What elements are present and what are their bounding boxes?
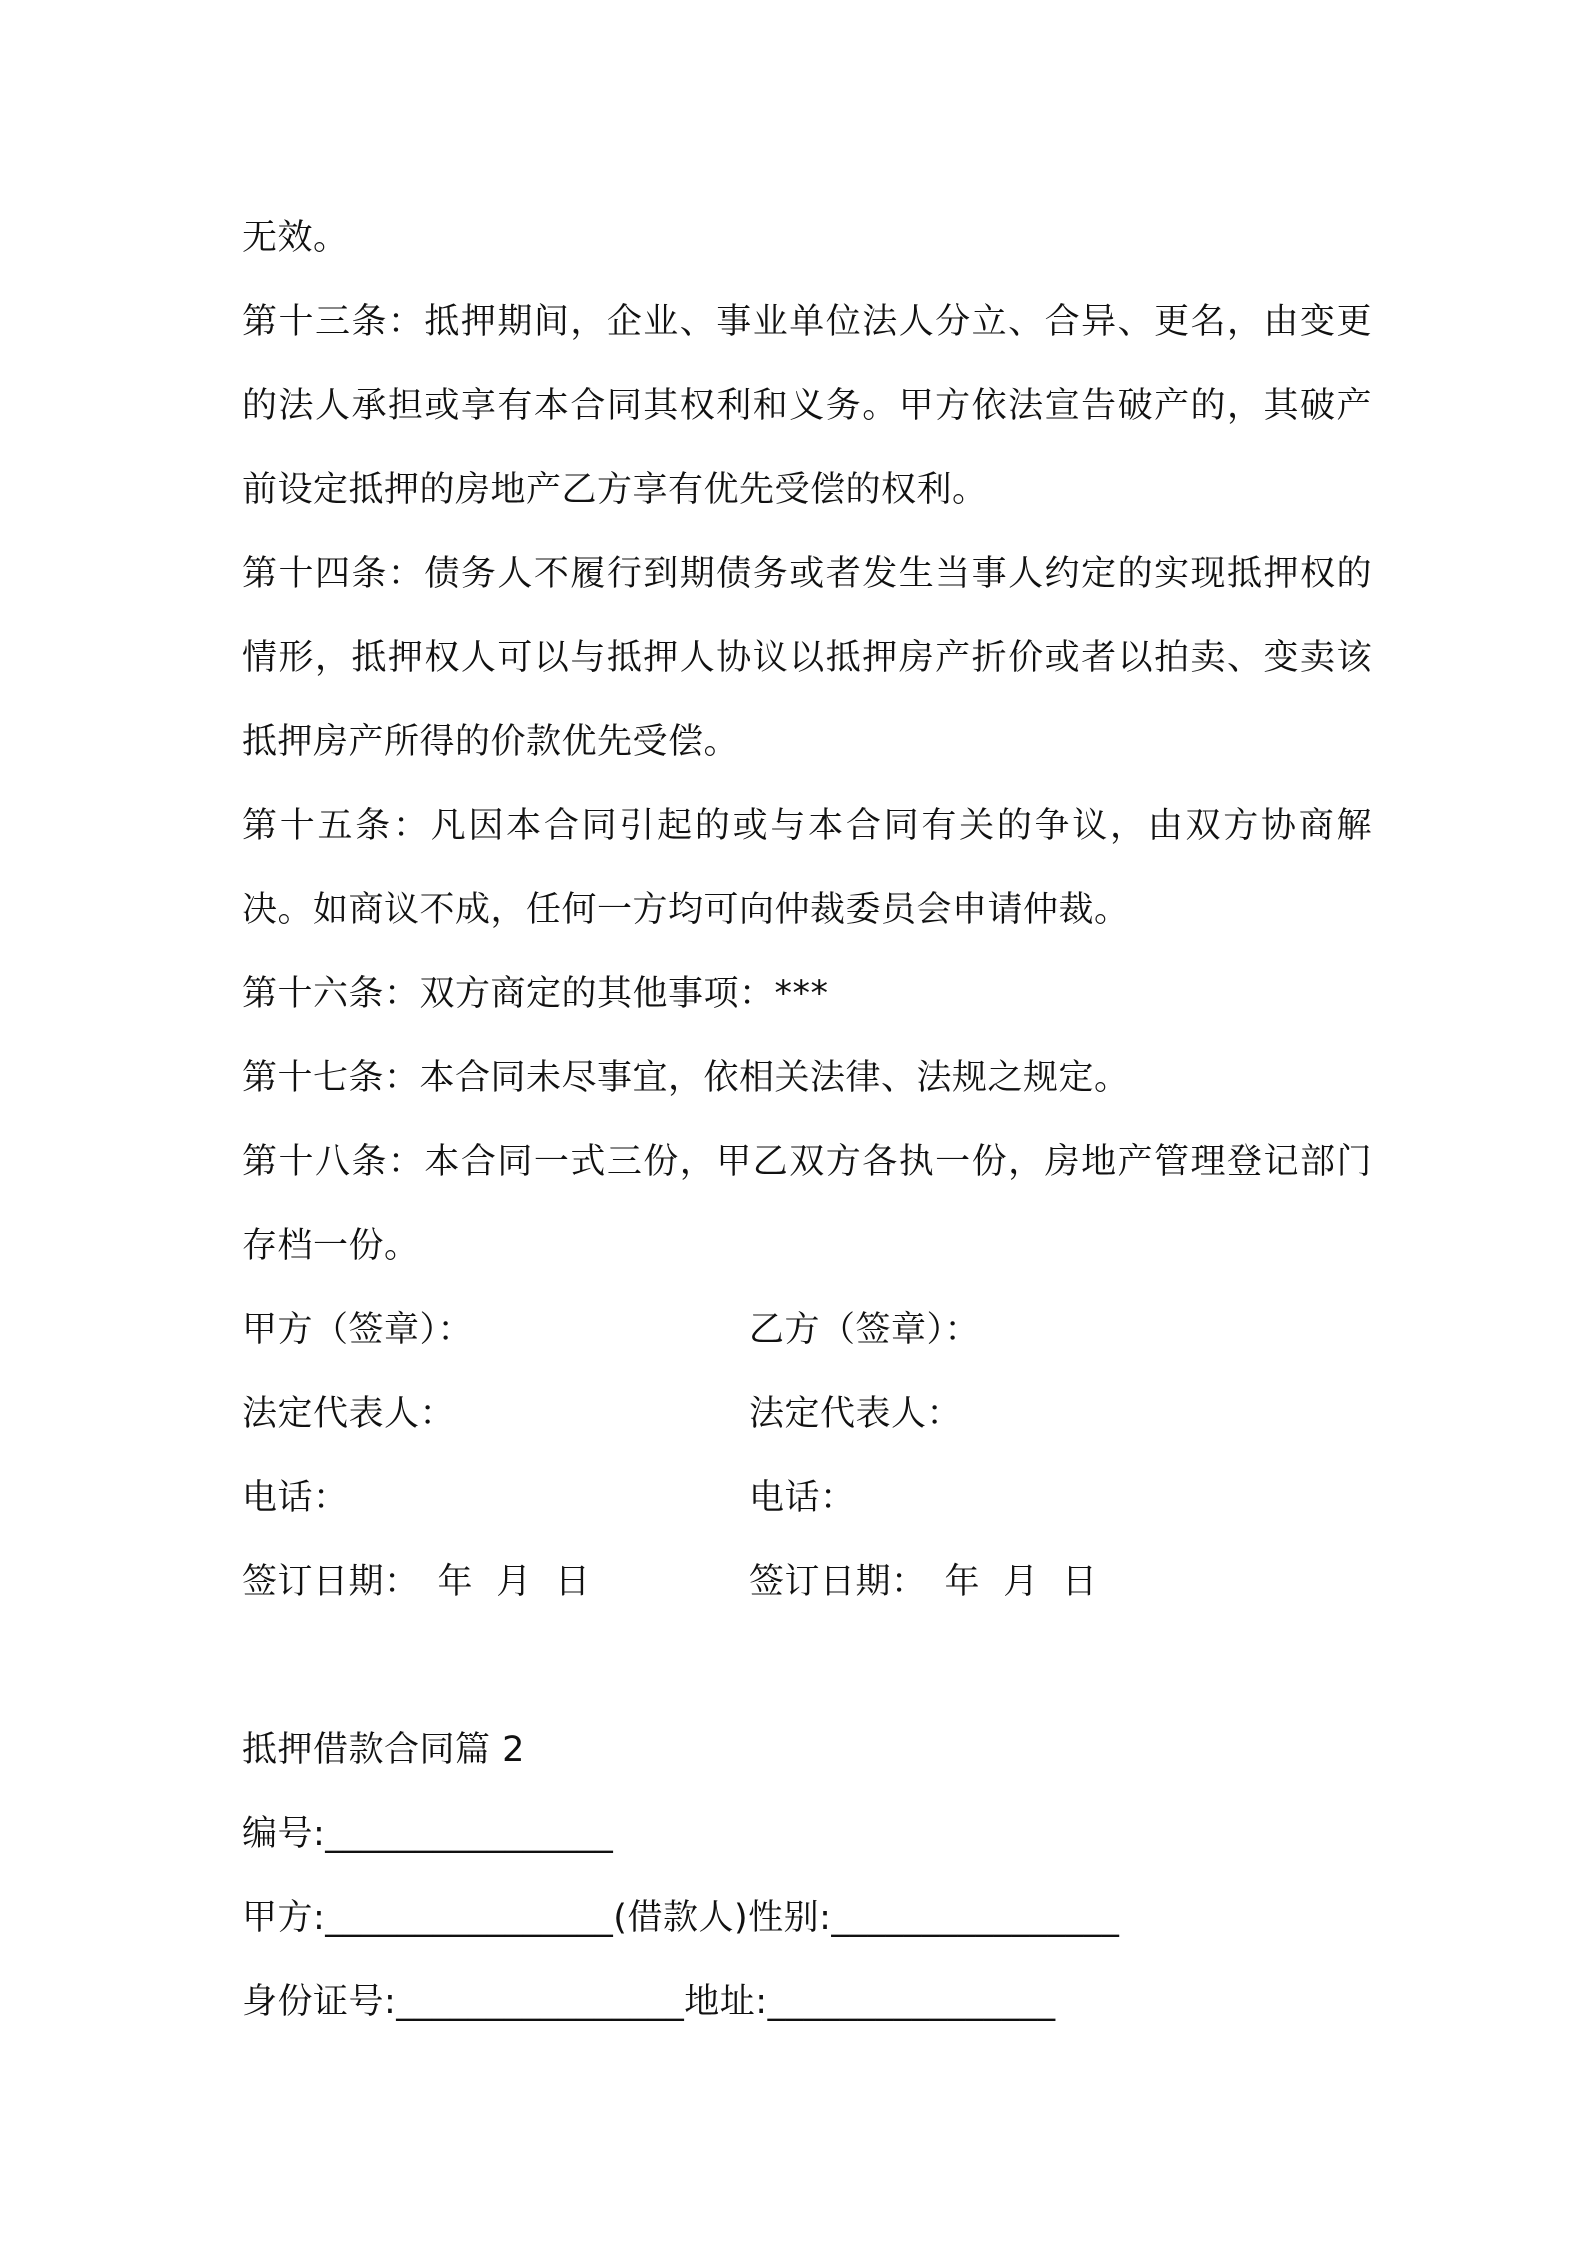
signature-seal-row [242, 1288, 1372, 1372]
party-b-seal-label: 乙方（签章）： [749, 1310, 981, 1350]
section-2-title: 抵押借款合同篇 2 [242, 1730, 525, 1770]
party-a-rep-label: 法定代表人： [242, 1394, 456, 1434]
signature-rep-row [242, 1372, 1372, 1456]
party-a-phone-label: 电话： [242, 1478, 349, 1518]
id-address-line: 身份证号:________________地址:________________ [242, 1982, 1056, 2022]
article-16: 第十六条：双方商定的其他事项：*** [242, 974, 829, 1014]
paragraph-continuation: 无效。 [242, 218, 349, 258]
article-15: 第十五条：凡因本合同引起的或与本合同有关的争议，由双方协商解决。如商议不成，任何一方均可向仲裁委员会申请仲裁。 [242, 806, 1372, 930]
article-18: 第十八条：本合同一式三份，甲乙双方各执一份，房地产管理登记部门存档一份。 [242, 1142, 1372, 1266]
party-a-date-label: 签订日期： 年 月 日 [242, 1562, 591, 1602]
article-13: 第十三条：抵押期间，企业、事业单位法人分立、合异、更名，由变更的法人承担或享有本合同其权利和义务。甲方依法宣告破产的，其破产前设定抵押的房地产乙方享有优先受偿的权利。 [242, 302, 1372, 510]
party-a-seal-label: 甲方（签章）： [242, 1310, 474, 1350]
party-b-phone-label: 电话： [749, 1478, 856, 1518]
contract-number-line: 编号:________________ [242, 1814, 614, 1854]
article-14: 第十四条：债务人不履行到期债务或者发生当事人约定的实现抵押权的情形，抵押权人可以与抵押人协议以抵押房产折价或者以拍卖、变卖该抵押房产所得的价款优先受偿。 [242, 554, 1372, 762]
section-spacer [242, 1624, 1372, 1708]
party-b-date-label: 签订日期： 年 月 日 [749, 1562, 1098, 1602]
document-body [242, 196, 1372, 2044]
article-17: 第十七条：本合同未尽事宜，依相关法律、法规之规定。 [242, 1058, 1130, 1098]
signature-date-row [242, 1540, 1372, 1624]
signature-phone-row [242, 1456, 1372, 1540]
party-a-info-line: 甲方:________________(借款人)性别:________________ [242, 1898, 1120, 1938]
party-b-rep-label: 法定代表人： [749, 1394, 963, 1434]
